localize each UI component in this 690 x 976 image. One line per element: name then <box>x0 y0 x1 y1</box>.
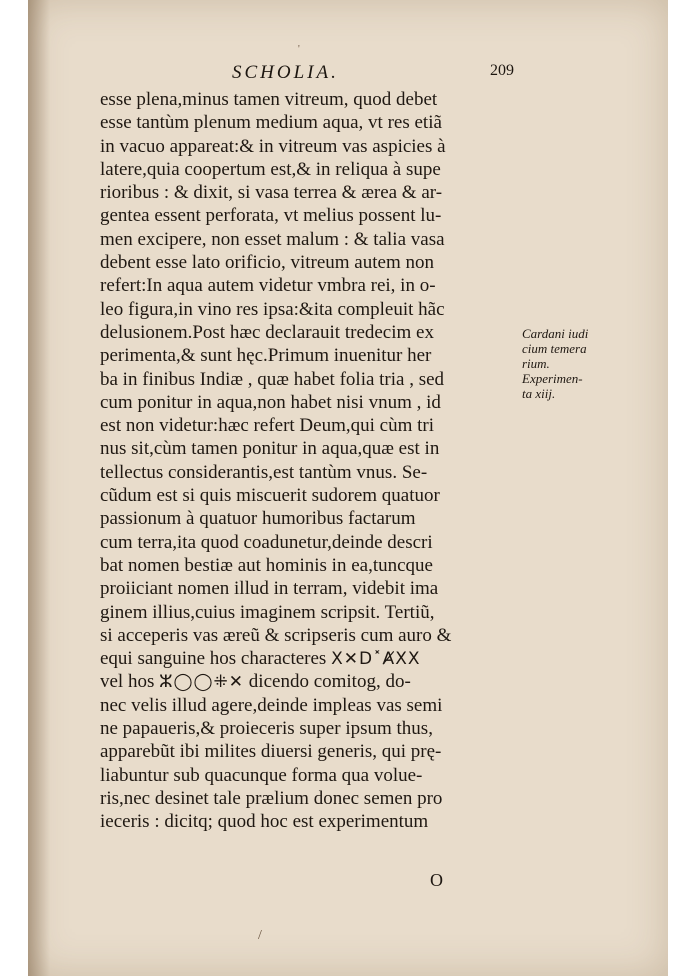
text-line: tellectus considerantis,est tantùm vnus. Se- <box>100 461 428 483</box>
signature-mark: O <box>430 870 443 890</box>
text-line: proiiciant nomen illud in terram, videbit ima <box>100 578 439 600</box>
page-number: 209 <box>490 62 514 79</box>
text-line-characters <box>100 647 520 670</box>
text-line: ieceris : dicitq; quod hoc est experimentum <box>100 811 429 833</box>
text-segment: equi sanguine hos characteres <box>100 648 327 670</box>
marginal-note <box>522 326 632 401</box>
text-line: perimenta,& sunt hęc.Primum inuenitur her <box>100 345 432 367</box>
ink-mark: / <box>258 928 262 943</box>
text-line-characters <box>100 670 520 693</box>
text-line: cum ponitur in aqua,non habet nisi vnum , id <box>100 391 441 413</box>
text-line: in vacuo appareat:& in vitreum vas aspicies à <box>100 135 446 157</box>
text-line: passionum à quatuor humoribus factarum <box>100 508 416 530</box>
magic-characters: ⵣ◯◯⁜✕ <box>159 672 245 693</box>
text-line: refert:In aqua autem videtur vmbra rei, in o- <box>100 275 436 297</box>
text-line: delusionem.Post hæc declarauit tredecim ex <box>100 321 434 343</box>
page-header <box>0 62 690 86</box>
page-gutter-shadow <box>28 0 50 976</box>
text-line: nec velis illud agere,deinde impleas vas semi <box>100 694 443 716</box>
text-segment: vel hos <box>100 671 155 693</box>
marginal-line: cium temera <box>522 341 587 356</box>
text-line: latere,quia coopertum est,& in reliqua à supe <box>100 158 441 180</box>
text-line: leo figura,in vino res ipsa:&ita compleuit hãc <box>100 298 445 320</box>
text-line: rioribus : & dixit, si vasa terrea & ærea & ar- <box>100 182 443 204</box>
marginal-line: Cardani iudi <box>522 326 589 341</box>
ink-mark: ' <box>298 44 300 55</box>
text-line: cum terra,ita quod coadunetur,deinde descri <box>100 531 433 553</box>
text-line: ba in finibus Indiæ , quæ habet folia tria , sed <box>100 368 445 390</box>
text-line: si acceperis vas æreũ & scripseris cum auro & <box>100 624 452 646</box>
text-line: debent esse lato orificio, vitreum autem non <box>100 252 434 274</box>
marginal-line: rium. <box>522 356 550 371</box>
text-line: cũdum est si quis miscuerit sudorem quatuor <box>100 485 440 507</box>
text-line: bat nomen bestiæ aut hominis in ea,tuncque <box>100 554 433 576</box>
text-line: nus sit,cùm tamen ponitur in aqua,quæ est in <box>100 438 440 460</box>
text-line: gentea essent perforata, vt melius possent lu- <box>100 205 442 227</box>
marginal-line: Experimen- <box>522 371 583 386</box>
running-title: SCHOLIA. <box>232 62 339 83</box>
text-line: ne papaueris,& proieceris super ipsum thus, <box>100 718 433 740</box>
marginal-line: ta xiij. <box>522 386 556 401</box>
magic-characters: ⵝ✕D˟ȺXX <box>331 649 421 670</box>
text-line: apparebũt ibi milites diuersi generis, qui prę- <box>100 741 442 763</box>
text-line: ginem illius,cuius imaginem scripsit. Tertiũ, <box>100 601 435 623</box>
body-text <box>100 88 520 834</box>
text-line: ris,nec desinet tale prælium donec semen pro <box>100 787 443 809</box>
text-line: est non videtur:hæc refert Deum,qui cùm tri <box>100 415 434 437</box>
text-line: esse tantùm plenum medium aqua, vt res etiã <box>100 112 442 134</box>
text-line: men excipere, non esset malum : & talia vasa <box>100 228 445 250</box>
text-segment: dicendo comitog, do- <box>248 671 411 693</box>
text-line: liabuntur sub quacunque forma qua volue- <box>100 764 423 786</box>
text-line: esse plena,minus tamen vitreum, quod debet <box>100 89 438 110</box>
